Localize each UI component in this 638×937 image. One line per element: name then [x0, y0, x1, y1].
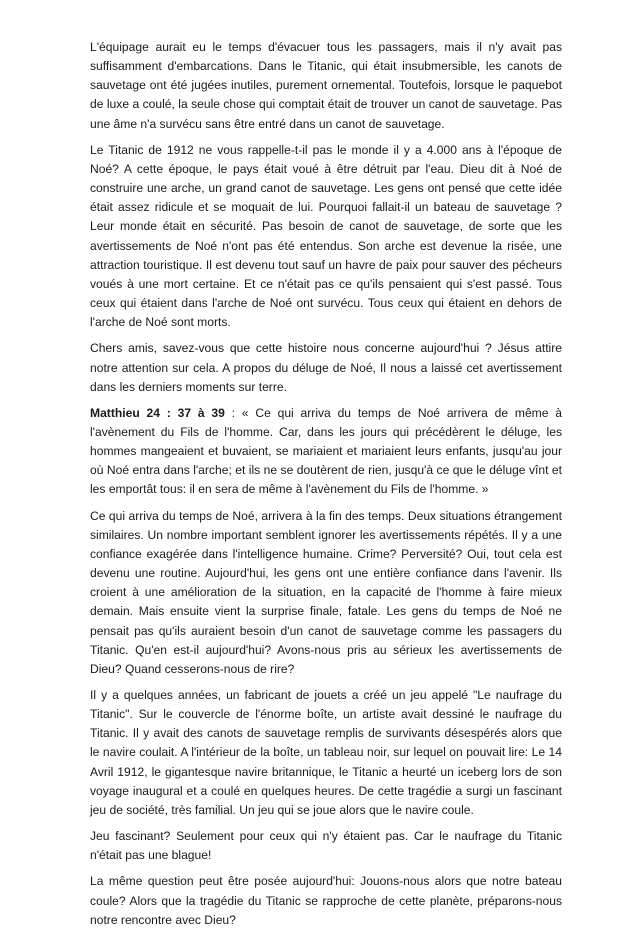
paragraph-text: Il y a quelques années, un fabricant de jouets a créé un jeu appelé "Le naufrage du Titanic". Sur le couvercle de l'énorme boîte, un artiste avait dessiné le naufrage du Titanic. Il y avait des canots de sauvetage remplis de survivants désespérés alors que le navire coulait. A l'intérieur de la boîte, un tableau noir, sur lequel on pouvait lire: Le 14 Avril 1912, le gigantesque navire britannique, le Titanic a heurté un iceberg lors de son voyage inaugural et a coulé en quelques heures. De cette tragédie a surgi un fascinant jeu de société, très familial. Un jeu qui se joue alors que le navire coule. — [90, 688, 562, 817]
paragraph-fascinating-game — [90, 827, 562, 865]
paragraph-text: Chers amis, savez-vous que cette histoire nous concerne aujourd'hui ? Jésus attire notre attention sur cela. A propos du déluge de Noé, Il nous a laissé cet avertissement dans les derniers moments sur terre. — [90, 341, 562, 394]
document-page — [90, 38, 562, 937]
paragraph-scripture-quote — [90, 404, 562, 500]
paragraph-end-times — [90, 507, 562, 679]
paragraph-text: La même question peut être posée aujourd'hui: Jouons-nous alors que notre bateau coule? Alors que la tragédie du Titanic se rapproche de cette planète, préparons-nous notre rencontre avec Dieu? — [90, 874, 562, 927]
paragraph-closing-question — [90, 872, 562, 929]
paragraph-toy-game — [90, 686, 562, 820]
paragraph-dear-friends — [90, 339, 562, 396]
paragraph-text: Le Titanic de 1912 ne vous rappelle-t-il pas le monde il y a 4.000 ans à l'époque de Noé? A cette époque, le pays était voué à être détruit par l'eau. Dieu dit à Noé de construire une arche, un grand canot de sauvetage. Les gens ont pensé que cette idée était assez ridicule et se moquait de lui. Pourquoi fallait-il un bateau de sauvetage ? Leur monde était en sécurité. Pas besoin de canot de sauvetage, de sorte que les avertissements de Noé n'ont pas été entendus. Son arche est devenue la risée, une attraction touristique. Il est devenu tout sauf un havre de paix pour sauver des pécheurs voués à une mort certaine. Et ce n'était pas ce qu'ils pensaient qui s'est passé. Tous ceux qui étaient dans l'arche de Noé ont survécu. Tous ceux qui étaient en dehors de l'arche de Noé sont morts. — [90, 142, 562, 330]
paragraph-text: Jeu fascinant? Seulement pour ceux qui n'y étaient pas. Car le naufrage du Titanic n'était pas une blague! — [90, 829, 562, 863]
paragraph-noah-comparison — [90, 141, 562, 333]
paragraph-text: Ce qui arriva du temps de Noé, arrivera à la fin des temps. Deux situations étrangement similaires. Un nombre important semblent ignorer les avertissements répétés. Il y a une confiance exagérée dans l'intelligence humaine. Crime? Perversité? Oui, tout cela est devenu une routine. Aujourd'hui, les gens ont une entière confiance dans l'avenir. Ils croient à une amélioration de la situation, en la capacité de l'homme à faire mieux demain. Mais ensuite vient la surprise finale, fatale. Les gens du temps de Noé ne pensait pas qu'ils auraient besoin d'un canot de sauvetage comme les passagers du Titanic. Qu'en est-il aujourd'hui? Avons-nous pris au sérieux les avertissements de Dieu? Quand cesserons-nous de rire? — [90, 508, 562, 676]
paragraph-evacuation — [90, 38, 562, 134]
paragraph-text: L'équipage aurait eu le temps d'évacuer tous les passagers, mais il n'y avait pas suffisamment d'embarcations. Dans le Titanic, qui était insubmersible, les canots de sauvetage ont été jugées inutiles, purement ornemental. Toutefois, lorsque le paquebot de luxe a coulé, la seule chose qui comptait était de trouver un canot de sauvetage. Pas une âme n'a survécu sans être entré dans un canot de sauvetage. — [90, 40, 562, 131]
scripture-reference: Matthieu 24 : 37 à 39 — [90, 405, 225, 420]
scripture-text: : « Ce qui arriva du temps de Noé arrivera de même à l'avènement du Fils de l'homme. Car, dans les jours qui précédèrent le déluge, les hommes mangeaient et buvaient, se mariaient et mariaient leurs enfants, jusqu'au jour où Noé entra dans l'arche; et ils ne se doutèrent de rien, jusqu'à ce que le déluge vînt et les emportât tous: il en sera de même à l'avènement du Fils de l'homme. » — [90, 405, 562, 497]
